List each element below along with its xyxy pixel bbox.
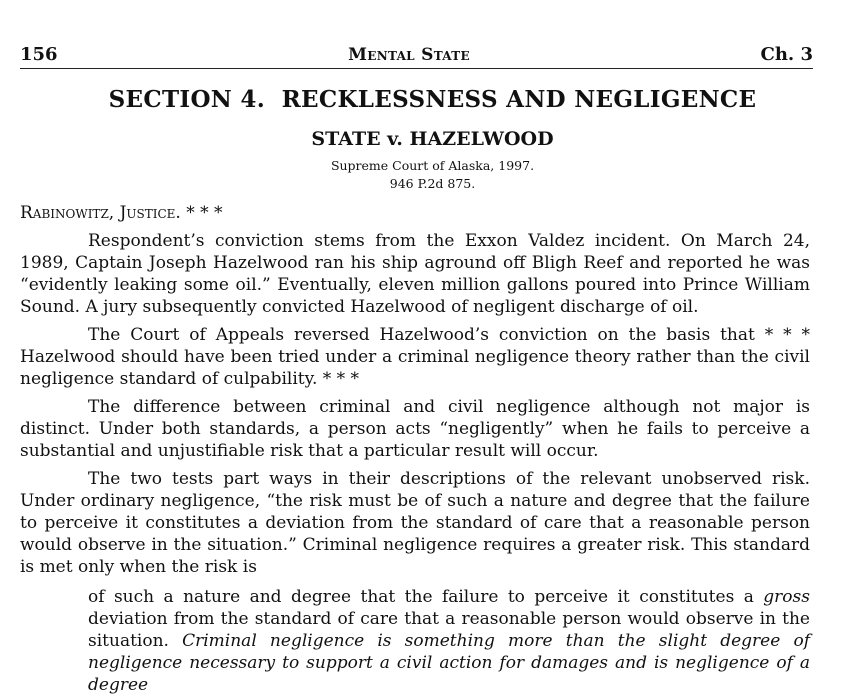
paragraph: The Court of Appeals reversed Hazelwood’s conviction on the basis that * * * Hazelwood should have been tried under a criminal negligence theory rather than the civil negligence standard of culpability. * * * [20, 325, 810, 389]
case-citation: 946 P.2d 875. [389, 176, 476, 191]
header-rule [20, 68, 813, 69]
quote-italic: Criminal negligence is something more than the slight degree of negligence necessary to support a civil action for damages and is negligence of a degree [88, 631, 810, 695]
section-title: SECTION 4. RECKLESSNESS AND NEGLIGENCE [108, 86, 757, 113]
quote-part: deviation from the standard of care that a reasonable person would observe in the situation. [88, 609, 810, 651]
running-title: Mental State [348, 45, 470, 65]
paragraph: The two tests part ways in their descriptions of the relevant unobserved risk. Under ordinary negligence, “the risk must be of such a nature and degree that the failure to perceive it constitutes a deviation from the standard of care that a reasonable person would observe in the situation.” Criminal negligence requires a greater risk. This standard is met only when the risk is [20, 469, 810, 577]
opinion-body [20, 202, 810, 696]
page-number: 156 [20, 44, 58, 65]
running-head [20, 44, 813, 65]
paragraph: The difference between criminal and civil negligence although not major is distinct. Under both standards, a person acts “negligently” when he fails to perceive a substantial and unjustifiable risk that a particular result will occur. [20, 397, 810, 461]
judge-name: Rabinowitz, Justice. [20, 203, 181, 223]
chapter-label: Ch. 3 [760, 44, 813, 65]
block-quote [88, 586, 810, 696]
quote-emphasis: gross [763, 587, 810, 607]
case-title: STATE v. HAZELWOOD [311, 128, 554, 150]
paragraph: Respondent’s conviction stems from the Exxon Valdez incident. On March 24, 1989, Captain Joseph Hazelwood ran his ship aground off Bligh Reef and reported he was “evidently leaking some oil.” Eventually, eleven million gallons poured into Prince William Sound. A jury subsequently convicted Hazelwood of negligent discharge of oil. [20, 231, 810, 317]
judge-stars: * * * [180, 203, 223, 223]
judge-line [20, 202, 810, 224]
court-name: Supreme Court of Alaska, 1997. [330, 158, 535, 173]
quote-part: of such a nature and degree that the failure to perceive it constitutes a [88, 587, 764, 607]
